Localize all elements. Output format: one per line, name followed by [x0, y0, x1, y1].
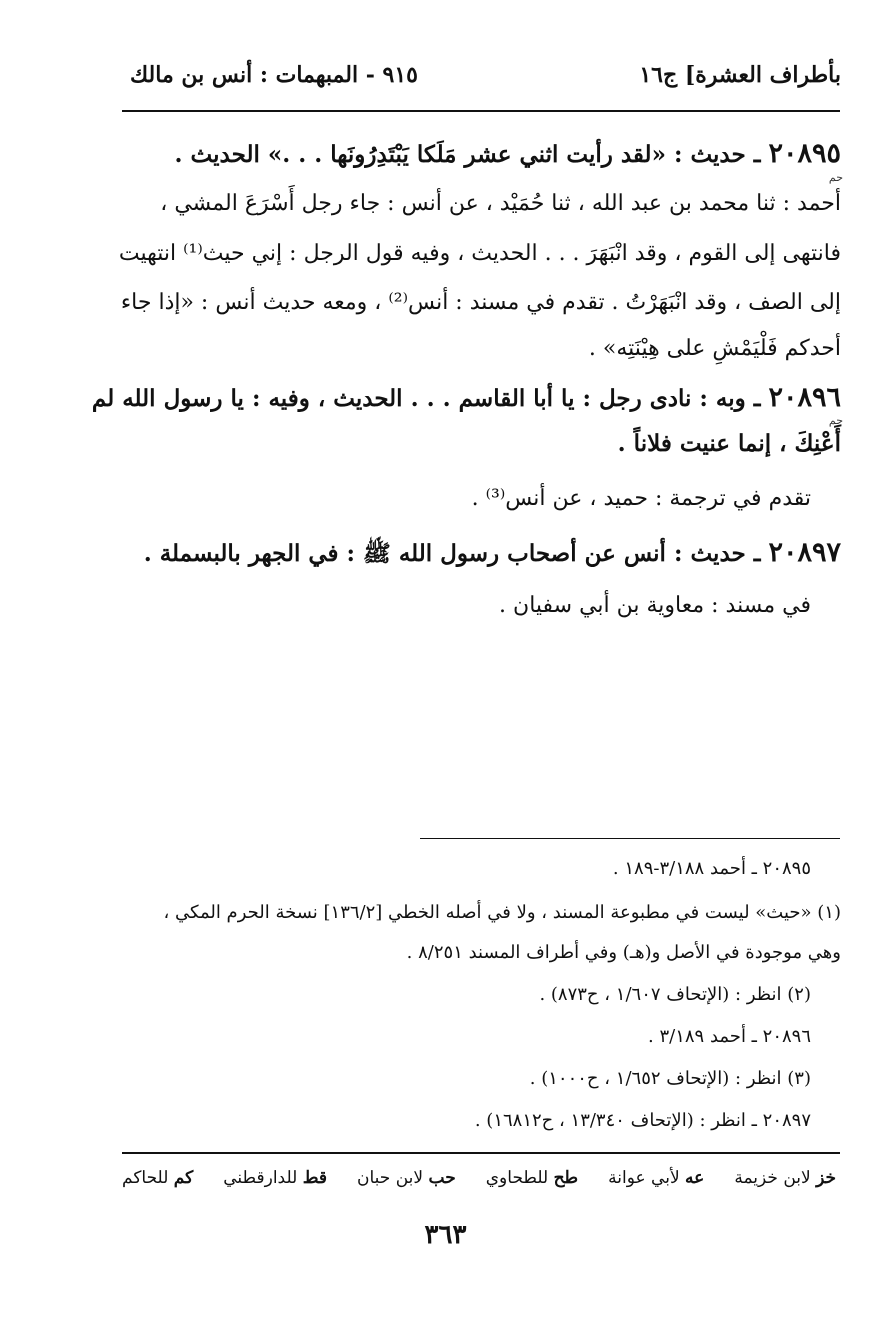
source-mark: حم: [828, 171, 843, 184]
entry-text: ـ حديث : «لقد رأيت اثني عشر مَلَكا يَبْتَدِرُونَها . . .» الحديث .: [174, 141, 769, 168]
abbreviation-code: عه: [685, 1168, 705, 1188]
entry-text-line: فانتهى إلى القوم ، وقد انْبَهَرَ . . . الحديث ، وفيه قول الرجل : إني حيث⁽¹⁾ انتهيت: [118, 241, 841, 266]
abbreviation: [122, 1168, 193, 1188]
abbreviations-key: [122, 1168, 836, 1188]
entry-text: ـ وبه : نادى رجل : يا أبا القاسم . . . الحديث ، وفيه : يا رسول الله لم: [91, 385, 769, 412]
footnote-line: ٢٠٨٩٧ ـ انظر : (الإتحاف ١٣/٣٤٠ ، ح١٦٨١٢) .: [474, 1110, 811, 1131]
abbreviation: [608, 1168, 704, 1188]
entry-heading-20896: [91, 382, 841, 413]
abbreviation: [734, 1168, 836, 1188]
header-divider: [122, 110, 840, 112]
abbreviation-text: للدارقطني: [223, 1168, 298, 1188]
entry-number: ٢٠٨٩٥: [768, 138, 841, 169]
footnote-line: (١) «حيث» ليست في مطبوعة المسند ، ولا في أصله الخطي [١٣٦/٢] نسخة الحرم المكي ،: [163, 902, 841, 923]
footnote-line: ٢٠٨٩٥ ـ أحمد ٣/١٨٨-١٨٩ .: [612, 858, 811, 879]
abbreviation: [223, 1168, 327, 1188]
page-number: ٣٦٣: [424, 1220, 467, 1250]
abbreviation-text: لأبي عوانة: [608, 1168, 680, 1188]
entry-number: ٢٠٨٩٦: [768, 382, 841, 413]
abbreviation-code: حب: [428, 1168, 456, 1188]
abbreviation: [357, 1168, 456, 1188]
abbreviation-code: طح: [553, 1168, 579, 1188]
entry-text-line: أحدكم فَلْيَمْشِ على هِيْنَتِه» .: [588, 336, 841, 361]
entry-text-line: في مسند : معاوية بن أبي سفيان .: [499, 593, 811, 618]
abbreviation-code: خز: [816, 1168, 836, 1188]
footnote-divider: [420, 838, 840, 839]
footnote-line: وهي موجودة في الأصل و(هـ) وفي أطراف المسند ٨/٢٥١ .: [406, 942, 841, 963]
running-header-section: ٩١٥ - المبهمات : أنس بن مالك: [130, 62, 418, 88]
entry-text: ـ حديث : أنس عن أصحاب رسول الله ﷺ : في الجهر بالبسملة .: [143, 540, 769, 567]
running-header-book: بأطراف العشرة] ج١٦: [639, 62, 841, 88]
abbreviation: [486, 1168, 578, 1188]
source-mark: حم: [828, 414, 843, 427]
abbreviation-text: لابن حبان: [357, 1168, 424, 1188]
entry-number: ٢٠٨٩٧: [768, 537, 841, 568]
abbreviations-divider: [122, 1152, 840, 1154]
abbreviation-code: كم: [173, 1168, 194, 1188]
entry-heading-20895: [126, 138, 841, 169]
abbreviation-code: قط: [302, 1168, 327, 1188]
footnote-line: ٢٠٨٩٦ ـ أحمد ٣/١٨٩ .: [648, 1026, 811, 1047]
footnote-line: (٣) انظر : (الإتحاف ١/٦٥٢ ، ح١٠٠٠) .: [529, 1068, 811, 1089]
entry-heading-20897: [126, 537, 841, 573]
abbreviation-text: للحاكم: [122, 1168, 169, 1188]
abbreviation-text: للطحاوي: [485, 1168, 549, 1188]
entry-text-line: أَعْنِكَ ، إنما عنيت فلاناً .: [617, 430, 841, 457]
entry-text-line: تقدم في ترجمة : حميد ، عن أنس⁽³⁾ .: [471, 486, 811, 511]
entry-text-line: أحمد : ثنا محمد بن عبد الله ، ثنا حُمَيْد ، عن أنس : جاء رجل أَسْرَعَ المشي ،: [160, 191, 841, 216]
abbreviation-text: لابن خزيمة: [734, 1168, 811, 1188]
entry-text-line: إلى الصف ، وقد انْبَهَرْتُ . تقدم في مسند : أنس⁽²⁾ ، ومعه حديث أنس : «إذا جاء: [120, 290, 841, 315]
footnote-line: (٢) انظر : (الإتحاف ١/٦٠٧ ، ح٨٧٣) .: [539, 984, 811, 1005]
